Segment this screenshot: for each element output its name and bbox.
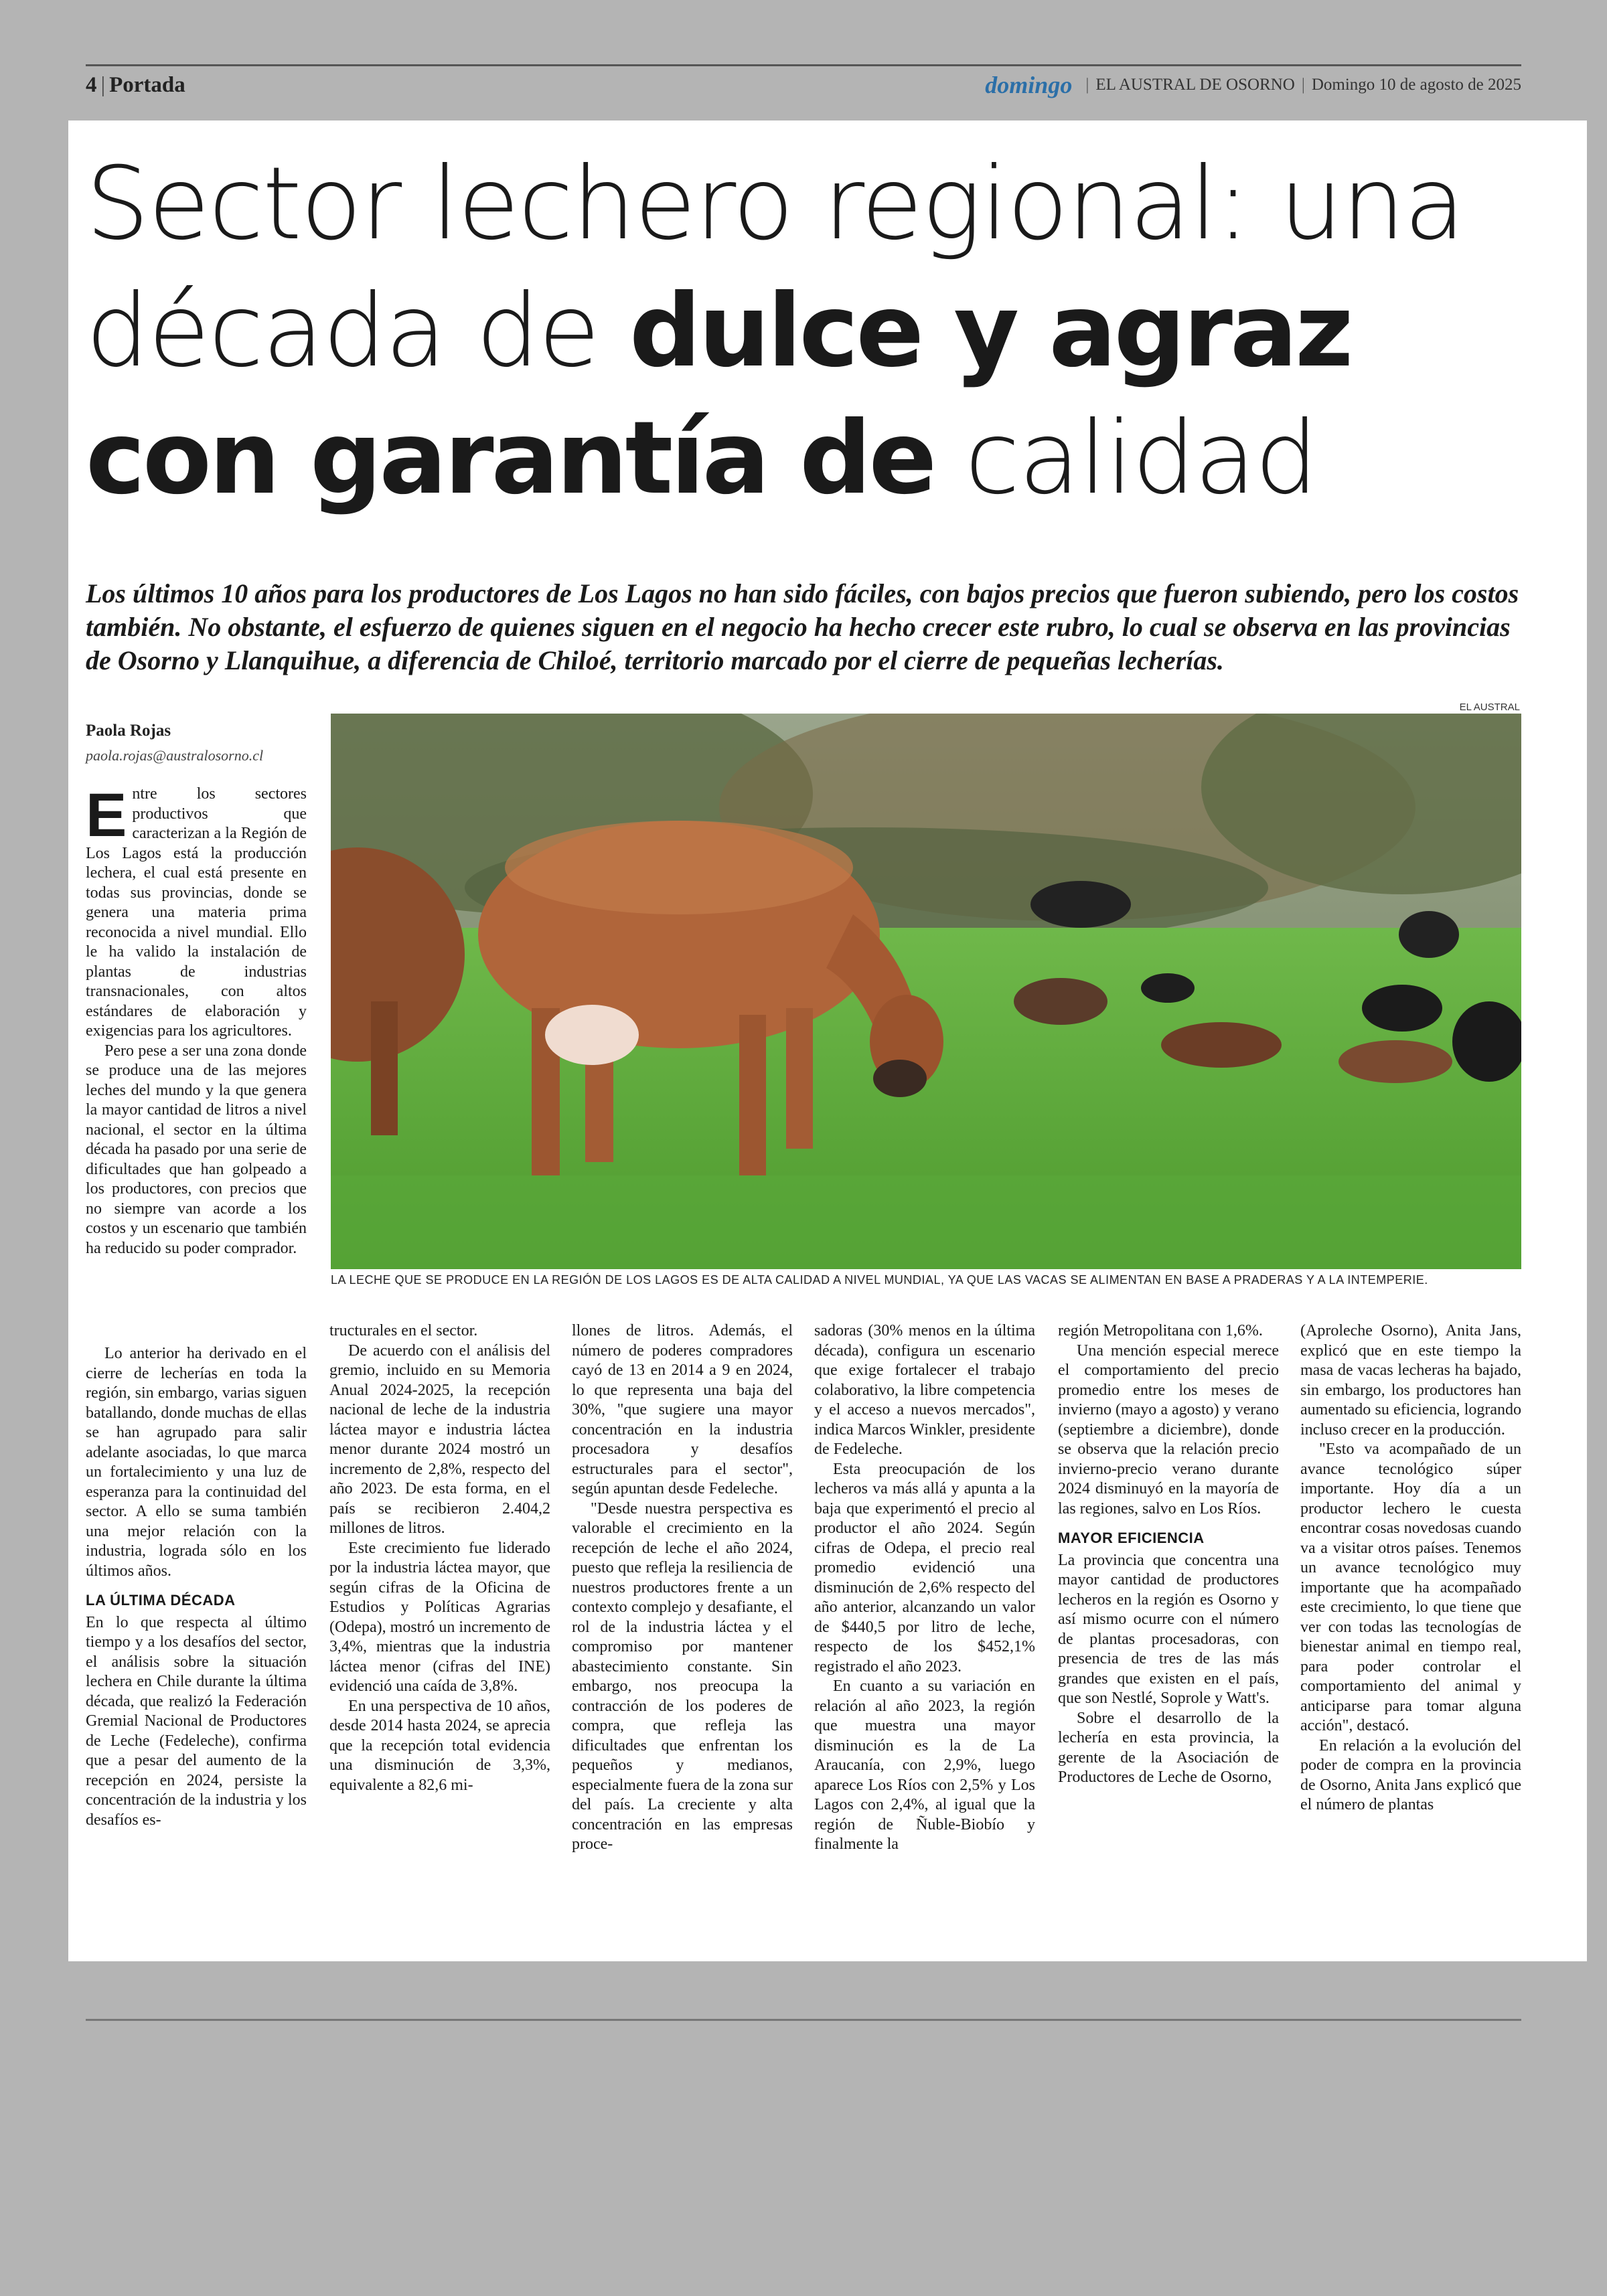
paragraph: "Desde nuestra perspectiva es valorable el crecimiento en la recepción de leche el año 2024, puesto que refleja la resiliencia de nuestros productores frente a un contexto complejo y desafiante, el rol de la industria láctea y el compromiso por mantener abastecimiento constante. Sin embargo, nos preocupa la contracción de los poderes de compra, que refleja las dificultades que enfrentan los pequeños y medianos, especialmente fuera de la zona sur del país. La creciente y alta concentración en las empresas proce- [572, 1499, 793, 1853]
newspaper-name: EL AUSTRAL DE OSORNO [1095, 76, 1295, 94]
paragraph: De acuerdo con el análisis del gremio, incluido en su Memoria Anual 2024-2025, la recepción nacional de leche de la industria láctea mayor e industria láctea menor durante 2024 mostró un incremento de 2,8%, respecto del año 2023. De esta forma, en el país se recibieron 2.404,2 millones de litros. [329, 1341, 550, 1537]
photo-caption: LA LECHE QUE SE PRODUCE EN LA REGIÓN DE LOS LAGOS ES DE ALTA CALIDAD A NIVEL MUNDIAL, YA QUE LAS VACAS SE ALIMENTAN EN BASE A PRADERAS Y A LA INTEMPERIE. [331, 1273, 1428, 1287]
paragraph: Esta preocupación de los lecheros va más allá y apunta a la baja que experimentó el precio al productor el año 2024. Según cifras de Odepa, el precio real promedio evidenció una disminución de 2,6% respecto del año anterior, alcanzando un valor de $440,5 por litro de leche, respecto de los $452,1% registrado el año 2023. [814, 1460, 1035, 1675]
subheading: MAYOR EFICIENCIA [1058, 1530, 1205, 1546]
author-email: paola.rojas@australosorno.cl [86, 747, 264, 764]
column-4 [814, 1321, 1035, 1855]
paragraph: tructurales en el sector. [329, 1322, 478, 1339]
separator: | [1301, 76, 1305, 94]
paragraph-text: ntre los sectores productivos que caracterizan a la Región de Los Lagos está la producción lechera, el cual está presente en todas sus provincias, donde se genera una materia prima reconocida a nivel mundial. Ello le ha valido la instalación de plantas de industrias transnacionales, con altos estándares de elaboración y exigencias para los agricultores. [86, 785, 307, 1040]
paragraph: En cuanto a su variación en relación al año 2023, la región que muestra una mayor disminución es la de La Araucanía, con 2,9%, luego aparece Los Ríos con 2,5% y Los Lagos con 2,4%, al igual que la región de Ñuble-Biobío y finalmente la [814, 1677, 1035, 1853]
page-number: 4 [86, 72, 97, 97]
column-3 [572, 1321, 793, 1855]
paragraph: Una mención especial merece el comportamiento del precio promedio entre los meses de invierno (mayo a agosto) y verano (septiembre a diciembre), donde se observa que la relación precio invierno-precio verano durante 2024 disminuyó en la mayoría de las regiones, salvo en Los Ríos. [1058, 1341, 1279, 1518]
paragraph: sadoras (30% menos en la última década), configura un escenario que exige fortalecer el trabajo colaborativo, la libre competencia y el acceso a nuevos mercados", indica Marcos Winkler, presidente de Fedeleche. [814, 1322, 1035, 1458]
paragraph [86, 781, 307, 1042]
paragraph: llones de litros. Además, el número de poderes compradores cayó de 13 en 2014 a 9 en 2024, lo que representa una baja del 30%, "que sugiere una mayor concentración en la industria procesadora y desafíos estructurales para el sector", según apuntan desde Fedeleche. [572, 1322, 793, 1497]
column-2 [329, 1321, 550, 1795]
paragraph: Pero pese a ser una zona donde se produce una de las mejores leches del mundo y la que genera la mayor cantidad de litros a nivel nacional, el sector en la última década ha pasado por una serie de dificultades que han golpeado a los productores, con precios que no siempre van acorde a los costos y un escenario que también ha reducido su poder comprador. [86, 1042, 307, 1257]
paragraph: En una perspectiva de 10 años, desde 2014 hasta 2024, se aprecia que la recepción total evidencia una disminución de 3,3%, equivalente a 82,6 mi- [329, 1697, 550, 1794]
column-1-continued [86, 1344, 307, 1830]
column-5 [1058, 1321, 1279, 1788]
paragraph: región Metropolitana con 1,6%. [1058, 1322, 1263, 1339]
separator: | [1085, 76, 1089, 94]
paragraph: Este crecimiento fue liderado por la industria láctea mayor, que según cifras de la Oficina de Estudios y Políticas Agrarias (Odepa), mostró un incremento de 3,4%, mientras que la industria láctea menor (cifras del INE) evidenció una caída de 3,8%. [329, 1539, 550, 1695]
column-1 [86, 781, 307, 1258]
drop-cap: E [86, 781, 127, 849]
section-name: Portada [109, 72, 185, 97]
paragraph: En relación a la evolución del poder de compra en la provincia de Osorno, Anita Jans explicó que el número de plantas [1300, 1736, 1521, 1813]
section-label [86, 73, 185, 98]
paragraph: La provincia que concentra una mayor cantidad de productores lecheros en la región es Osorno y así mismo ocurre con el número de plantas procesadoras, con presencia de tres de las más grandes que existen en el país, que son Nestlé, Soprole y Watt's. [1058, 1551, 1279, 1707]
lede: Los últimos 10 años para los productores de Los Lagos no han sido fáciles, con bajos precios que fueron subiendo, pero los costos también. No obstante, el esfuerzo de quienes siguen en el negocio ha hecho crecer este rubro, lo cual se observa en las provincias de Osorno y Llanquihue, a diferencia de Chiloé, territorio marcado por el cierre de pequeñas lecherías. [86, 578, 1519, 675]
column-6 [1300, 1321, 1521, 1815]
photo-credit: EL AUSTRAL [1459, 702, 1520, 713]
subheading: LA ÚLTIMA DÉCADA [86, 1592, 236, 1609]
masthead-info [985, 71, 1521, 99]
headline-bold-part: dulce y agraz con garantía de [86, 273, 1351, 517]
bottom-rule [86, 2019, 1521, 2021]
brand-logo: domingo [985, 72, 1073, 98]
cows-photo [331, 714, 1521, 1269]
headline-light-end: calidad [934, 400, 1318, 517]
page-header [86, 64, 1521, 104]
byline [86, 722, 313, 764]
paragraph: Lo anterior ha derivado en el cierre de lecherías en toda la región, sin embargo, varias siguen batallando, donde muchas de ellas se han agrupado para salir adelante asociadas, lo que marca un fortalecimiento y una luz de esperanza para la continuidad del sector. A ello se suma también una mejor relación con la industria, lograda sólo en los últimos años. [86, 1345, 307, 1580]
paragraph: (Aproleche Osorno), Anita Jans, explicó que en este tiempo la masa de vacas lecheras ha bajado, sin embargo, los productores han aumentado su eficiencia, logrando incluso crecer en la producción. [1300, 1322, 1521, 1439]
issue-date: Domingo 10 de agosto de 2025 [1311, 76, 1521, 94]
paragraph: Sobre el desarrollo de la lechería en esta provincia, la gerente de la Asociación de Productores de Leche de Osorno, [1058, 1709, 1279, 1786]
paragraph: "Esto va acompañado de un avance tecnológico súper importante. Hoy día a un productor lechero le cuesta encontrar cosas novedosas cuando va a visitar otros países. Tenemos un avance tecnológico muy importante que ha acompañado este crecimiento, lo que tiene que ver con todas las tecnologías de bienestar animal en tiempo real, para poder controlar el comportamiento del animal y anticiparse para tomar alguna acción", destacó. [1300, 1441, 1521, 1734]
headline [86, 141, 1525, 522]
author-name: Paola Rojas [86, 722, 171, 740]
separator: | [100, 72, 106, 97]
paragraph: En lo que respecta al último tiempo y a los desafíos del sector, el análisis sobre la situación lechera en Chile durante la última década, que realizó la Federación Gremial Nacional de Productores de Leche (Fedeleche), confirma que a pesar del aumento de la recepción en 2024, persiste la concentración de la industria y los desafíos es- [86, 1613, 307, 1829]
headline-light-part: Sector lechero regional: una década de [86, 146, 1464, 390]
cows-illustration [331, 714, 1521, 1269]
